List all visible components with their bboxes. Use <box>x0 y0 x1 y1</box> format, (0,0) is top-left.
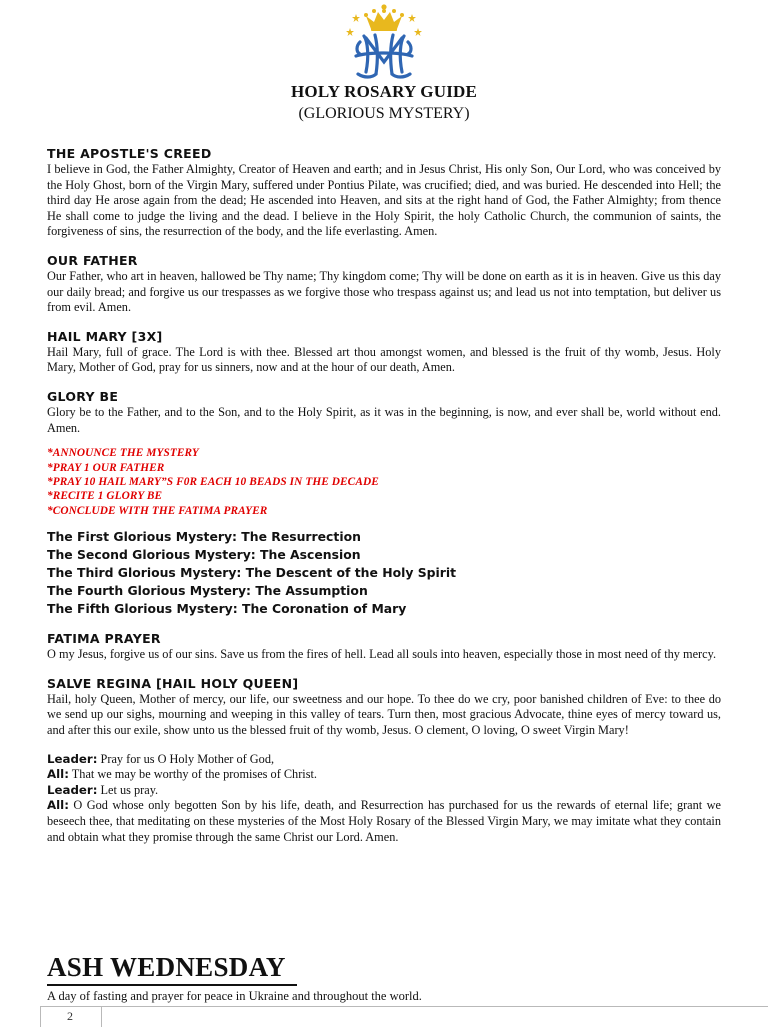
instruction-item: *RECITE 1 GLORY BE <box>47 490 163 503</box>
crowned-marian-monogram-icon <box>342 2 426 82</box>
ash-wednesday-description: A day of fasting and prayer for peace in Ukraine and throughout the world. <box>47 989 422 1003</box>
ash-wednesday-title: ASH WEDNESDAY <box>47 952 286 982</box>
our-father-section <box>47 253 721 316</box>
document-subtitle: (GLORIOUS MYSTERY) <box>298 105 470 122</box>
prayer-text: Glory be to the Father, and to the Son, and to the Holy Spirit, as it was in the beginning, is now, and ever shall be, world without end. Amen. <box>47 404 721 435</box>
speaker-label: All: <box>47 767 69 782</box>
speaker-label: Leader: <box>47 751 98 766</box>
section-heading: GLORY BE <box>47 388 119 404</box>
speaker-label: All: <box>47 798 69 813</box>
mystery-item: The Second Glorious Mystery: The Ascension <box>47 547 361 563</box>
responsory-text: O God whose only begotten Son by his life, death, and Resurrection has purchased for us the rewards of eternal life; grant we beseech thee, that meditating on these mysteries of the Most Holy Rosary of the Blessed Virgin Mary, we may imitate what they contain and obtain what they promise through the same Christ our Lord. Amen. <box>47 798 721 844</box>
responsory-text: Pray for us O Holy Mother of God, <box>97 751 275 766</box>
document-title: HOLY ROSARY GUIDE <box>290 82 478 101</box>
speaker-label: Leader: <box>47 782 98 797</box>
instruction-item: *CONCLUDE WITH THE FATIMA PRAYER <box>47 504 268 517</box>
responsory-text: Let us pray. <box>97 782 159 797</box>
responsory-line <box>47 798 721 845</box>
responsory-line <box>47 783 721 799</box>
section-heading: OUR FATHER <box>47 252 138 268</box>
footer-divider <box>100 1006 768 1007</box>
section-heading: THE APOSTLE'S CREED <box>47 146 212 161</box>
instruction-item: *PRAY 1 OUR FATHER <box>47 461 165 474</box>
prayer-text: I believe in God, the Father Almighty, Creator of Heaven and earth; and in Jesus Christ, His only Son, Our Lord, who was conceived by the Holy Ghost, born of the Virgin Mary, suffered under Pontius Pilate, was crucified; died, and was buried. He descended into Hell; the third day He arose again from the dead; He ascended into Heaven, and sits at the right hand of God, the Father Almighty; from thence He shall come to judge the living and the dead. I believe in the Holy Spirit, the holy Catholic Church, the communion of saints, the forgiveness of sins, the resurrection of the body, and the life everlasting. Amen. <box>47 162 721 239</box>
fatima-prayer-section <box>47 631 721 663</box>
responsory <box>47 752 721 846</box>
instruction-item: *ANNOUNCE THE MYSTERY <box>47 447 199 460</box>
section-heading: HAIL MARY [3X] <box>47 328 163 344</box>
responsory-line <box>47 767 721 783</box>
salve-regina-section <box>47 676 721 739</box>
apostles-creed-section <box>47 146 721 240</box>
prayer-text: Hail, holy Queen, Mother of mercy, our life, our sweetness and our hope. To thee do we cry, poor banished children of Eve: to thee do we send up our sighs, mourning and weeping in this valley of tears. Turn then, most gracious Advocate, thine eyes of mercy toward us, and after this our exile, show unto us the blessed fruit of thy womb, Jesus. O clement, O loving, O sweet Virgin Mary! <box>47 691 721 737</box>
title-underline <box>47 984 297 986</box>
mystery-item: The Fifth Glorious Mystery: The Coronation of Mary <box>47 601 407 617</box>
instruction-item: *PRAY 10 HAIL MARY”S F0R EACH 10 BEADS IN THE DECADE <box>47 475 379 488</box>
glorious-mysteries-list <box>47 528 721 618</box>
page-number: 2 <box>67 1009 73 1023</box>
glory-be-section <box>47 389 721 436</box>
responsory-text: That we may be worthy of the promises of Christ. <box>68 767 317 782</box>
prayer-content <box>47 146 721 845</box>
responsory-line <box>47 752 721 768</box>
mystery-item: The First Glorious Mystery: The Resurrection <box>47 529 361 545</box>
mystery-item: The Fourth Glorious Mystery: The Assumption <box>47 583 368 599</box>
rosary-instructions <box>47 446 721 518</box>
prayer-text: O my Jesus, forgive us of our sins. Save us from the fires of hell. Lead all souls into heaven, especially those in most need of thy mercy. <box>47 647 717 662</box>
section-heading: FATIMA PRAYER <box>47 631 161 647</box>
prayer-text: Hail Mary, full of grace. The Lord is with thee. Blessed art thou amongst women, and blessed is the fruit of thy womb, Jesus. Holy Mary, Mother of God, pray for us sinners, now and at the hour of our death, Amen. <box>47 344 721 375</box>
hail-mary-section <box>47 329 721 376</box>
mystery-item: The Third Glorious Mystery: The Descent of the Holy Spirit <box>47 565 457 581</box>
section-heading: SALVE REGINA [HAIL HOLY QUEEN] <box>47 675 299 691</box>
prayer-text: Our Father, who art in heaven, hallowed be Thy name; Thy kingdom come; Thy will be done on earth as it is in heaven. Give us this day our daily bread; and forgive us our trespasses as we forgive those who trespass against us; and lead us not into temptation, but deliver us from evil. Amen. <box>47 268 721 315</box>
